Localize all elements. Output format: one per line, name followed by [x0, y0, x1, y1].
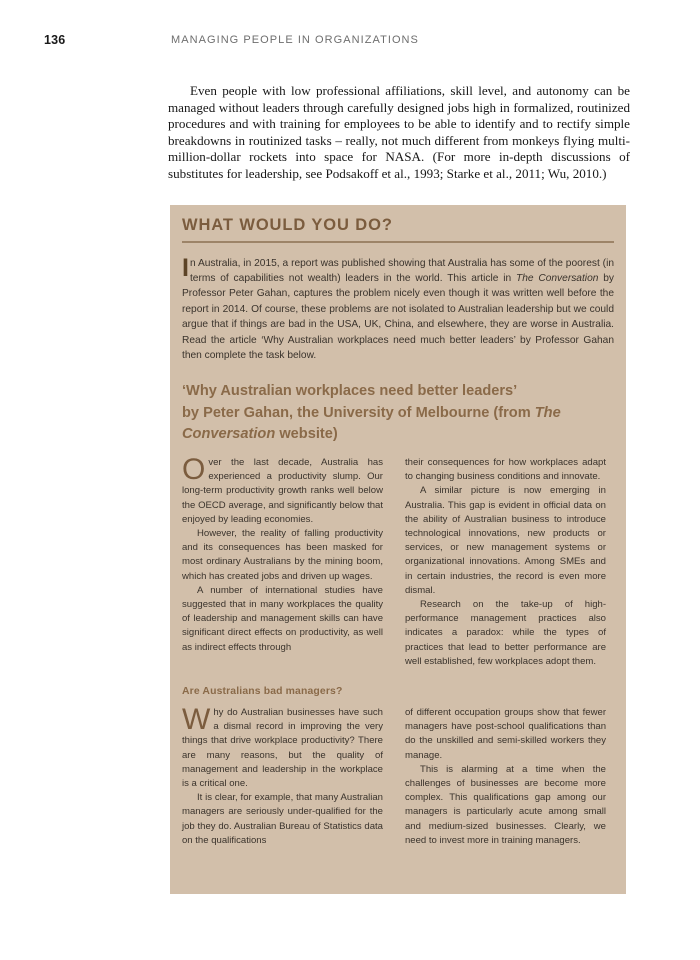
paragraph-drop-cap: W: [182, 702, 211, 736]
article-title: [182, 381, 614, 446]
what-would-you-do-box: [170, 205, 626, 894]
paragraph: [182, 452, 383, 527]
feature-box-intro: [182, 253, 614, 364]
article-sub-heading: Are Australians bad managers?: [182, 685, 343, 697]
feature-box-inner: [182, 216, 614, 884]
paragraph: However, the reality of falling productivity and its consequences has been masked for most ordinary Australians by the mining boom, which has created jobs and driven up wages.: [182, 527, 383, 582]
article-section-one-columns: [182, 452, 614, 669]
feature-box-rule: [182, 241, 614, 243]
article-title-line-3: website): [275, 426, 338, 443]
feature-box-heading: WHAT WOULD YOU DO?: [182, 216, 393, 234]
intro-italic-publication: The Conversation: [516, 273, 599, 284]
paragraph: A similar picture is now emerging in Australia. This gap is evident in official data on the ability of Australian business to introduce technological innovations, new products or services, or new management systems or organizational innovations. Among SMEs and in certain industries, the record is even more dismal.: [405, 485, 606, 596]
article-section-one-left-column: [182, 452, 383, 669]
paragraph: A number of international studies have suggested that in many workplaces the quality of leadership and management skills can have significant direct effects on productivity, as well as indirect effects through: [182, 584, 383, 653]
article-title-italic-publication: The Conversation: [182, 404, 561, 443]
paragraph-text: hy do Australian businesses have such a dismal record in improving the very things that drive workplace productivity? There are many reasons, but the quality of management and leadership in the workplace is a critical one.: [182, 706, 383, 789]
paragraph: Research on the take-up of high-performance management practices also indicates a paradox: while the types of practices that lead to better performance are well established, few workplaces adopt them.: [405, 598, 606, 667]
article-title-line-1: ‘Why Australian workplaces need better leaders’: [182, 383, 518, 400]
article-section-two-columns: [182, 702, 614, 848]
running-head: [44, 33, 656, 51]
article-section-one-right-column: [405, 456, 606, 669]
running-head-title: MANAGING PEOPLE IN ORGANIZATIONS: [171, 34, 419, 46]
page-number: 136: [44, 33, 66, 47]
paragraph: [182, 702, 383, 791]
intro-text-part-2: by Professor Peter Gahan, captures the problem nicely even though it was written well before the report in 2014. Of course, these problems are not isolated to Australian leadership but we could argue that if things are bad in the USA, UK, China, and elsewhere, they are worse in Australia. Read the article ‘Why Australian workplaces need much better leaders’ by Professor Gahan then complete the task below.: [182, 273, 614, 362]
main-body-paragraph: Even people with low professional affiliations, skill level, and autonomy can be managed without leaders through carefully designed jobs high in formalized, routinized procedures and with training for employees to be able to identify and to rectify simple breakdowns in routinized tasks – really, not much different from monkeys flying multi-million-dollar rockets into space for NASA. (For more in-depth discussions of substitutes for leadership, see Podsakoff et al., 1993; Starke et al., 2011; Wu, 2010.): [168, 83, 630, 182]
paragraph: of different occupation groups show that fewer managers have post-school qualifications than do the unskilled and semi-skilled workers they manage.: [405, 706, 606, 761]
paragraph-drop-cap: O: [182, 452, 206, 486]
intro-text-part-1: n Australia, in 2015, a report was published showing that Australia has some of the poorest (in terms of capabilities not wealth) leaders in the world. This article in: [189, 257, 614, 284]
article-title-line-2: by Peter Gahan, the University of Melbourne (from: [182, 404, 535, 421]
paragraph-text: ver the last decade, Australia has experienced a productivity slump. Our long-term productivity growth ranks well below the OECD average, and significantly below that enjoyed by leading economies.: [182, 456, 383, 525]
article-section-two-right-column: [405, 706, 606, 848]
paragraph: This is alarming at a time when the challenges of businesses are become more complex. This qualifications gap among our managers is particularly acute among small and medium-sized businesses. Clearly, we need to invest more in training managers.: [405, 763, 606, 846]
article-section-two-left-column: [182, 702, 383, 848]
paragraph: It is clear, for example, that many Australian managers are seriously under-qualified for the job they do. Australian Bureau of Statistics data on the qualifications: [182, 792, 383, 846]
intro-drop-cap: I: [182, 253, 189, 282]
paragraph: their consequences for how workplaces adapt to changing business conditions and innovate.: [405, 456, 606, 483]
